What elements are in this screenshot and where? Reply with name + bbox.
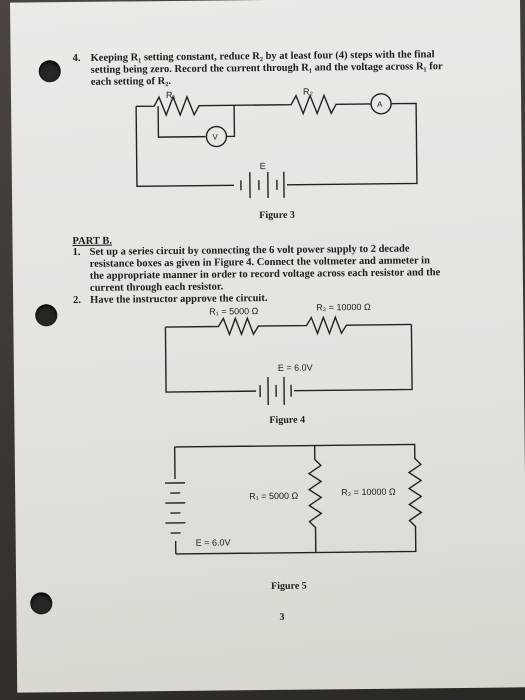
- figure-5-source-label: E = 6.0V: [195, 537, 231, 548]
- part-b-item-1-line-4: current through each resistor.: [89, 281, 224, 294]
- figure-5-r2-label: R₂ = 10000 Ω: [341, 486, 396, 498]
- figure-3-r2-label: R₂: [302, 86, 314, 97]
- figure-5-caption: Figure 5: [271, 580, 307, 592]
- problem-4-line-2: setting being zero. Record the current through R₁ and the voltage across R₁ for: [90, 61, 443, 76]
- part-b-item-2-text: Have the instructor approve the circuit.: [90, 292, 268, 306]
- part-b-item-2-number: 2.: [73, 294, 82, 307]
- part-b-heading: PART B.: [72, 235, 113, 248]
- problem-4-line-3: each setting of R₂.: [90, 75, 172, 88]
- worksheet-page: [10, 0, 525, 693]
- figure-3-ammeter-label: A: [377, 99, 383, 109]
- figure-3-caption: Figure 3: [259, 209, 295, 222]
- part-b-item-1-line-2: resistance boxes as given in Figure 4. Connect the voltmeter and ammeter in: [89, 255, 430, 270]
- figure-3-voltmeter-label: V: [212, 132, 218, 142]
- part-b-item-1-line-3: the appropriate manner in order to record voltage across each resistor and the: [89, 267, 441, 282]
- part-b-item-1-number: 1.: [72, 246, 81, 259]
- figure-4-r2-label: R₂ = 10000 Ω: [316, 301, 371, 313]
- figure-4-caption: Figure 4: [269, 414, 306, 426]
- figure-3-source-label: E: [259, 161, 266, 172]
- figure-5-r1-resistor: [309, 445, 322, 552]
- problem-4-number: 4.: [72, 52, 81, 65]
- figure-5-r1-label: R₁ = 5000 Ω: [249, 490, 299, 502]
- figure-4-r1-label: R₁ = 5000 Ω: [209, 306, 259, 317]
- figure-4-source-label: E = 6.0V: [277, 362, 313, 373]
- part-b-item-1-line-1: Set up a series circuit by connecting the 6 volt power supply to 2 decade: [89, 243, 410, 258]
- figure-5-circuit: [10, 0, 525, 693]
- problem-4-line-1: Keeping R₁ setting constant, reduce R₂ by at least four (4) steps with the final: [90, 49, 435, 64]
- figure-3-r1-label: R₁: [165, 89, 176, 101]
- page-number: 3: [279, 611, 285, 623]
